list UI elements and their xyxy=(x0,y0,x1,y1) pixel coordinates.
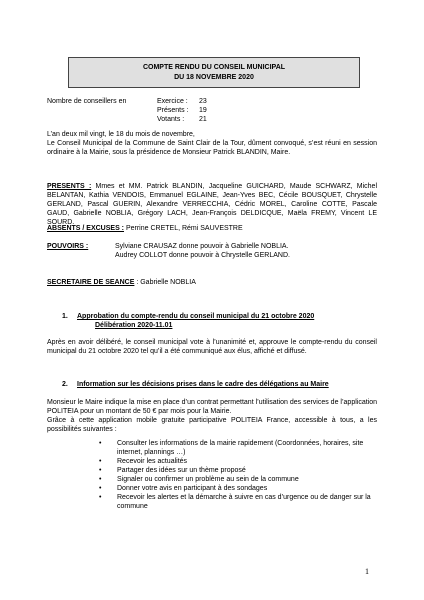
title-box xyxy=(68,57,360,88)
bullet-icon: • xyxy=(99,476,102,483)
item-2-bullet-list xyxy=(99,439,377,511)
item-1-number: 1. xyxy=(62,313,68,320)
list-item xyxy=(99,493,377,511)
title-line-2: DU 18 NOVEMBRE 2020 xyxy=(174,73,254,81)
title-line-1: COMPTE RENDU DU CONSEIL MUNICIPAL xyxy=(142,63,286,71)
count-row-votants xyxy=(157,115,219,124)
count-value: 19 xyxy=(199,107,207,114)
secretaire-text: : Gabrielle NOBLIA xyxy=(134,279,196,286)
item-1-title: Approbation du compte-rendu du conseil municipal du 21 octobre 2020 xyxy=(77,313,315,320)
item-1-deliberation: Délibération 2020-11.01 xyxy=(95,322,173,329)
presents-label: PRESENTS : xyxy=(47,183,92,190)
counts-label: Nombre de conseillers en xyxy=(47,98,127,105)
pouvoirs-label: POUVOIRS : xyxy=(47,243,89,250)
presents-text: Mmes et MM. Patrick BLANDIN, Jacqueline GUICHARD, Maude SCHWARZ, Michel BELANTAN, Kathia VENDOIS, Emmanuel EGLAINE, Jean-Yves BEC, Cécile BOUSQUET, Chrystelle GERLAND, Pascal GUERIN, Alexandre VERRECCHIA, Cédric MOREL, Caroline COTTE, Pascale GAUD, Gabrielle NOBLIA, Grégory LACH, Jean-François DELDICQUE, Maëla FREMY, Vincent LE SOURD. xyxy=(47,183,378,226)
secretaire-line xyxy=(47,278,196,287)
list-item-text: Signaler ou confirmer un problème au sein de la commune xyxy=(117,476,299,483)
item-2-body-2: Grâce à cette application mobile gratuite participative POLITEIA France, accessible à tous, a les possibilités suivantes : xyxy=(47,417,377,433)
bullet-icon: • xyxy=(99,467,102,474)
item-1-body: Après en avoir délibéré, le conseil municipal vote à l’unanimité et, approuve le compte-rendu du conseil municipal du 21 octobre 2020 tel qu’il a été communiqué aux élus, affiché et diffusé. xyxy=(47,339,377,355)
count-label: Exercice : xyxy=(157,98,188,105)
list-item-text: Partager des idées sur un thème proposé xyxy=(117,467,246,474)
list-item xyxy=(99,484,377,493)
list-item-text: Recevoir les alertes et la démarche à suivre en cas d’urgence ou de danger sur la commune xyxy=(117,494,371,510)
list-item xyxy=(99,475,377,484)
intro-line-2: Le Conseil Municipal de la Commune de Saint Clair de la Tour, dûment convoqué, s’est réuni en session ordinaire à la Mairie, sous la présidence de Monsieur Patrick BLANDIN, Maire. xyxy=(47,140,377,156)
count-row-presents xyxy=(157,106,219,115)
item-2-title: Information sur les décisions prises dans le cadre des délégations au Maire xyxy=(77,381,329,388)
list-item-text: Consulter les informations de la mairie rapidement (Coordonnées, horaires, site internet, plannings …) xyxy=(117,440,364,456)
absents-label: ABSENTS / EXCUSES : xyxy=(47,225,125,232)
list-item xyxy=(99,466,377,475)
pouvoirs-line-1: Sylviane CRAUSAZ donne pouvoir à Gabrielle NOBLIA. xyxy=(115,243,289,250)
secretaire-label: SECRETAIRE DE SEANCE xyxy=(47,279,135,286)
count-label: Votants : xyxy=(157,116,185,123)
item-2-body-1: Monsieur le Maire indique la mise en place d’un contrat permettant l’utilisation des services de l’application POLITEIA pour un montant de 50 € par mois pour la Mairie. xyxy=(47,399,377,415)
intro-paragraph xyxy=(47,130,377,157)
pouvoirs-line-2: Audrey COLLOT donne pouvoir à Chrystelle GERLAND. xyxy=(115,252,290,259)
count-value: 23 xyxy=(199,98,207,105)
list-item xyxy=(99,439,377,457)
count-row-exercice xyxy=(157,97,219,106)
bullet-icon: • xyxy=(99,485,102,492)
intro-line-1: L’an deux mil vingt, le 18 du mois de novembre, xyxy=(47,131,195,138)
count-label: Présents : xyxy=(157,107,189,114)
absents-line xyxy=(47,224,243,233)
count-value: 21 xyxy=(199,116,207,123)
item-2-number: 2. xyxy=(62,381,68,388)
bullet-icon: • xyxy=(99,458,102,465)
presents-paragraph xyxy=(47,182,377,227)
bullet-icon: • xyxy=(99,440,102,447)
page-number: 1 xyxy=(365,567,369,576)
list-item-text: Recevoir les actualités xyxy=(117,458,188,465)
bullet-icon: • xyxy=(99,494,102,501)
list-item-text: Donner votre avis en participant à des sondages xyxy=(117,485,268,492)
absents-text: Perrine CRETEL, Rémi SAUVESTRE xyxy=(124,225,243,232)
list-item xyxy=(99,457,377,466)
